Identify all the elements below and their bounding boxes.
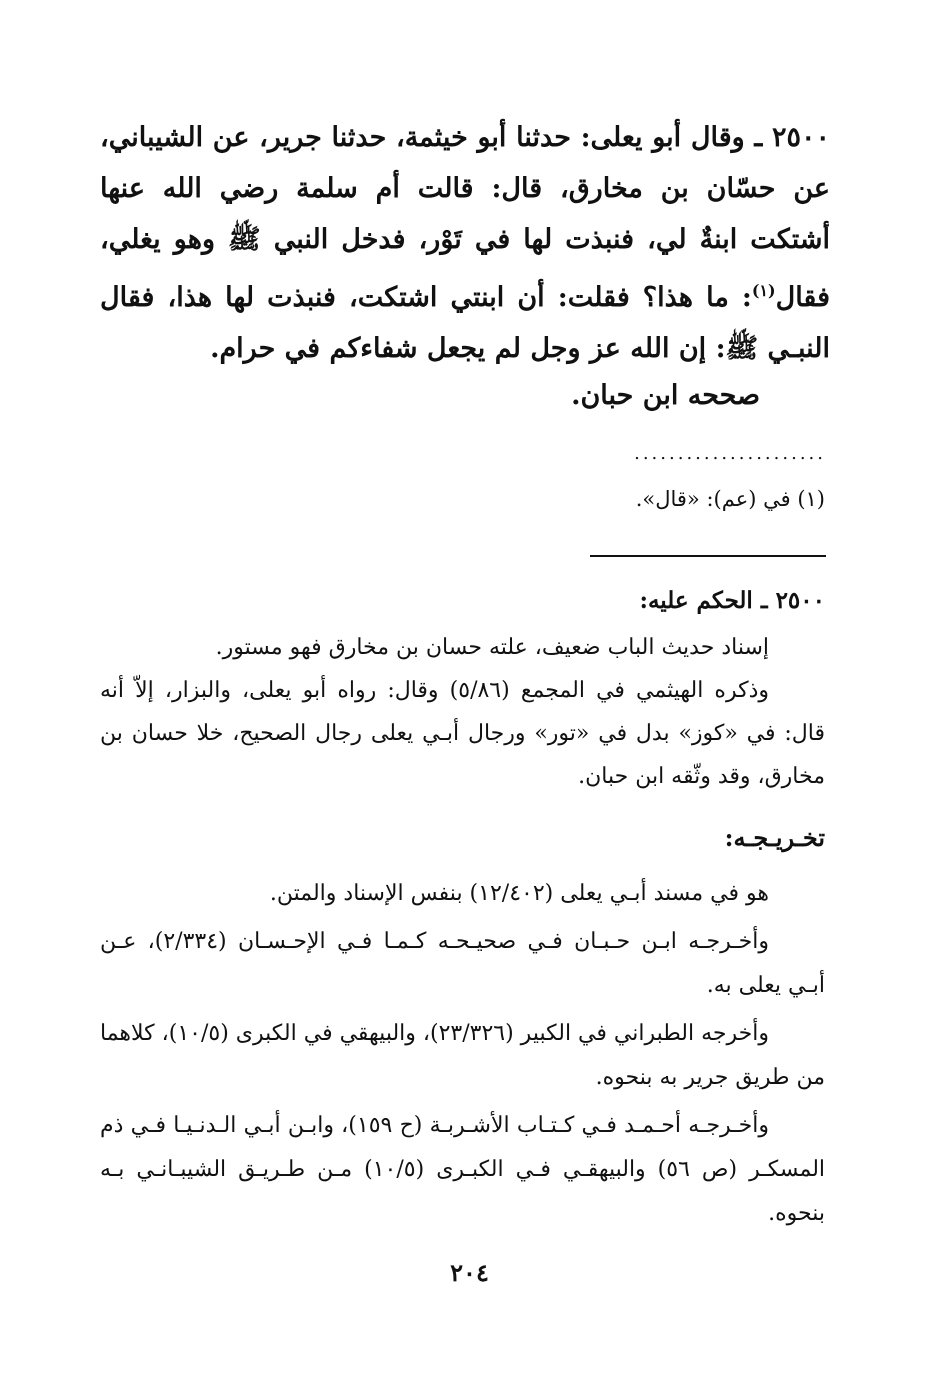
takhrij-paragraph-3: وأخرجه الطبراني في الكبير (٢٣/٣٢٦)، والبيهقي في الكبرى (١٠/٥)، كلاهما من طريق جرير به بنحوه. xyxy=(100,1021,825,1090)
ruling-paragraph-1: إسناد حديث الباب ضعيف، علته حسان بن مخارق فهو مستور. xyxy=(215,635,769,660)
takhrij-heading: تخـريـجـه: xyxy=(724,823,825,852)
section-divider xyxy=(590,555,826,557)
footnote-separator: ...................... xyxy=(634,446,826,462)
ruling-section xyxy=(100,626,825,798)
ruling-heading: ٢٥٠٠ ـ الحكم عليه: xyxy=(639,587,825,614)
hadith-text xyxy=(100,112,830,374)
takhrij-paragraph-1: هو في مسند أبـي يعلى (١٢/٤٠٢) بنفس الإسناد والمتن. xyxy=(269,881,769,906)
takhrij-section xyxy=(100,872,825,1240)
ruling-paragraph-2: وذكره الهيثمي في المجمع (٥/٨٦) وقال: رواه أبو يعلى، والبزار، إلاّ أنه قال: في «كوز» بدل في «تور» ورجال أبـي يعلى رجال الصحيح، خلا حسان بن مخارق، وقد وثّقه ابن حبان. xyxy=(100,678,825,789)
footnote-reference: (١) xyxy=(751,281,776,300)
hadith-number: ٢٥٠٠ xyxy=(771,122,830,153)
takhrij-paragraph-4: وأخـرجـه أحـمـد فـي كـتـاب الأشـربـة (ح ١٥٩)، وابـن أبـي الـدنـيـا فـي ذم المسكـر (ص ٥٦) والبيهقـي فـي الكبـرى (١٠/٥) مـن طـريـق الشيبـانـي بـه بنحوه. xyxy=(100,1113,826,1226)
footnote: (١) في (عم): «قال». xyxy=(635,487,825,511)
hadith-body-continued: : ما هذا؟ فقلت: أن ابنتي اشتكت، فنبذت لها هذا، فقال النبـي ﷺ: إن الله عز وجل لم يجعل شفاءكم في حرام. xyxy=(100,282,830,364)
authentication-note: صححه ابن حبان. xyxy=(571,380,760,411)
hadith-body: ـ وقال أبو يعلى: حدثنا أبو خيثمة، حدثنا جرير، عن الشيباني، عن حسّان بن مخارق، قال: قالت أم سلمة رضي الله عنها أشتكت ابنةٌ لي، فنبذت لها في تَوْر، فدخل النبي ﷺ وهو يغلي، فقال xyxy=(100,122,830,313)
hadith-paragraph xyxy=(100,112,830,374)
takhrij-paragraph-2: وأخـرجـه ابـن حـبـان فـي صحيـحـه كـمـا فـي الإحـسـان (٢/٣٣٤)، عـن أبـي يعلى به. xyxy=(100,929,825,998)
page-number: ٢٠٤ xyxy=(450,1258,489,1287)
